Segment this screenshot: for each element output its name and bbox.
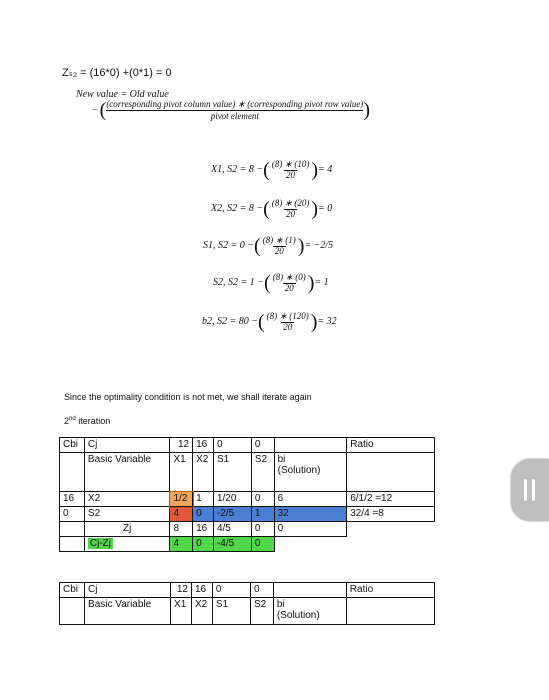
rule-numerator: (corresponding pivot column value) ∗ (corresponding pivot row value)	[106, 99, 364, 109]
pivot-element-cell: 4	[170, 507, 193, 522]
rule-minus: −	[92, 104, 98, 116]
equation-lhs: S2, S2 = 1 −	[213, 277, 264, 288]
equation-lhs: b2, S2 = 80 −	[202, 316, 258, 327]
rule-lhs: New value = Old value	[76, 89, 169, 100]
equation-lhs: X1, S2 = 8 −	[211, 164, 264, 175]
table-row	[60, 492, 435, 507]
s1-header: S1	[213, 453, 251, 492]
cj-header: Cj	[84, 438, 170, 453]
table-row	[60, 583, 435, 598]
x2-header: X2	[191, 598, 212, 625]
equation-lhs: X2, S2 = 8 −	[211, 203, 264, 214]
equation-numerator: (8) ∗ (120)	[266, 311, 309, 321]
table-row	[60, 507, 435, 522]
bi-label: bi	[276, 599, 285, 610]
table-row	[60, 522, 435, 537]
cb-value: 0	[60, 507, 85, 522]
table-row	[60, 438, 435, 453]
equation-s2-s2: S2, S2 = 1 − ( $\frac{(8) ∗ (0)}{20}$ ) = 1	[213, 271, 329, 294]
solution-label: (Solution)	[277, 465, 321, 476]
zj-cell: 16	[193, 522, 214, 537]
solution-cell: 6	[274, 492, 347, 507]
equation-result: = 32	[317, 316, 337, 327]
empty-cell	[347, 453, 435, 492]
equation-numerator: (8) ∗ (10)	[271, 159, 310, 169]
cj-zj-cell: 4	[170, 537, 193, 552]
zs2-equation: Zₛ₂ = (16*0) +(0*1) = 0	[62, 67, 172, 79]
equation-denominator: 20	[286, 170, 296, 180]
basic-variable-header: Basic Variable	[85, 598, 171, 625]
rule-rhs	[92, 99, 370, 121]
cj-s1: 0	[212, 583, 250, 598]
equation-numerator: (8) ∗ (1)	[262, 235, 296, 245]
equation-result: = 1	[314, 277, 329, 288]
simplex-table-iteration-2	[59, 437, 435, 552]
equation-denominator: 20	[274, 246, 284, 256]
pivot-row-cell: -2/5	[213, 507, 251, 522]
equation-numerator: (8) ∗ (0)	[272, 272, 306, 282]
cj-header: Cj	[85, 583, 171, 598]
pivot-row-solution-cell: 32	[274, 507, 347, 522]
equation-denominator: 20	[286, 209, 296, 219]
basic-variable: S2	[84, 507, 170, 522]
ratio-header: Ratio	[346, 583, 434, 598]
side-panel-handle[interactable]	[511, 459, 549, 521]
handle-grip-icon	[532, 479, 535, 501]
cell: 1/20	[213, 492, 251, 507]
cj-zj-cell: -4/5	[213, 537, 251, 552]
x1-header: X1	[170, 453, 193, 492]
pivot-column-cell: 1/2	[170, 492, 193, 507]
cell: 0	[251, 492, 274, 507]
ratio-cell: 6/1/2 =12	[347, 492, 435, 507]
pivot-row-cell: 1	[251, 507, 274, 522]
empty-cell	[347, 537, 435, 552]
basic-variable-header: Basic Variable	[84, 453, 170, 492]
cj-zj-label: Cj-Zj	[89, 538, 112, 549]
cj-zj-label-cell	[84, 537, 170, 552]
iteration-heading	[64, 416, 110, 426]
cbi-header: Cbi	[60, 583, 85, 598]
cbi-header: Cbi	[60, 438, 85, 453]
empty-cell	[347, 522, 435, 537]
bi-header	[273, 598, 346, 625]
cell: 1	[193, 492, 214, 507]
zj-cell: 8	[170, 522, 193, 537]
empty-cell	[274, 537, 347, 552]
basic-variable: X2	[84, 492, 170, 507]
x2-header: X2	[193, 453, 214, 492]
empty-cell	[346, 598, 434, 625]
s2-header: S2	[251, 598, 274, 625]
equation-s1-s2: S1, S2 = 0 − ( $\frac{(8) ∗ (1)}{20}$ ) = −2/5	[203, 234, 334, 257]
cb-value: 16	[60, 492, 85, 507]
s2-header: S2	[251, 453, 274, 492]
optimality-note: Since the optimality condition is not met, we shall iterate again	[64, 392, 312, 402]
equation-result: = 4	[317, 164, 333, 175]
x1-header: X1	[171, 598, 192, 625]
simplex-table-iteration-3	[59, 582, 435, 625]
empty-cell	[60, 537, 85, 552]
cj-x1: 12	[171, 583, 192, 598]
cj-s2: 0	[251, 438, 274, 453]
table-row	[60, 598, 435, 625]
pivot-row-cell: 0	[193, 507, 214, 522]
rule-fraction	[106, 99, 363, 121]
zj-cell: 0	[274, 522, 347, 537]
cj-zj-cell: 0	[193, 537, 214, 552]
iteration-ordinal: nd	[69, 416, 76, 422]
equation-x1-s2: X1, S2 = 8 − ( $\frac{(8) ∗ (10)}{20}$ ) = 4	[211, 158, 333, 181]
table-row	[60, 453, 435, 492]
empty-cell	[60, 522, 85, 537]
bi-label: bi	[277, 454, 286, 465]
solution-label: (Solution)	[276, 610, 320, 621]
zj-cell: 4/5	[213, 522, 251, 537]
rule-open-paren: (	[99, 99, 107, 121]
table-row	[60, 537, 435, 552]
equation-lhs: S1, S2 = 0 −	[203, 240, 254, 251]
rule-denominator: pivot element	[106, 110, 363, 121]
ratio-cell: 32/4 =8	[347, 507, 435, 522]
equation-result: = 0	[317, 203, 333, 214]
cj-zj-cell: 0	[251, 537, 274, 552]
equation-denominator: 20	[283, 322, 293, 332]
handle-grip-icon	[524, 479, 527, 501]
bi-header-cell	[273, 583, 346, 598]
empty-cell	[60, 598, 85, 625]
equation-b2-s2: b2, S2 = 80 − ( $\frac{(8) ∗ (120)}{20}$ ) = 32	[202, 310, 337, 333]
cj-s1: 0	[213, 438, 251, 453]
rule-close-paren: )	[363, 99, 370, 121]
equation-numerator: (8) ∗ (20)	[271, 198, 310, 208]
empty-cell	[60, 453, 85, 492]
zj-label: Zj	[84, 522, 170, 537]
equation-result: = −2/5	[304, 240, 334, 251]
equation-x2-s2: X2, S2 = 8 − ( $\frac{(8) ∗ (20)}{20}$ ) = 0	[211, 197, 333, 220]
cj-x2: 16	[193, 438, 214, 453]
equation-denominator: 20	[284, 283, 294, 293]
iteration-word: iteration	[75, 416, 111, 426]
iteration-number: 2	[64, 416, 70, 426]
cj-s2: 0	[251, 583, 274, 598]
s1-header: S1	[212, 598, 250, 625]
cj-x1: 12	[170, 438, 193, 453]
cj-x2: 16	[191, 583, 212, 598]
bi-header-cell	[274, 438, 347, 453]
zj-cell: 0	[251, 522, 274, 537]
bi-header	[274, 453, 347, 492]
ratio-header: Ratio	[347, 438, 435, 453]
